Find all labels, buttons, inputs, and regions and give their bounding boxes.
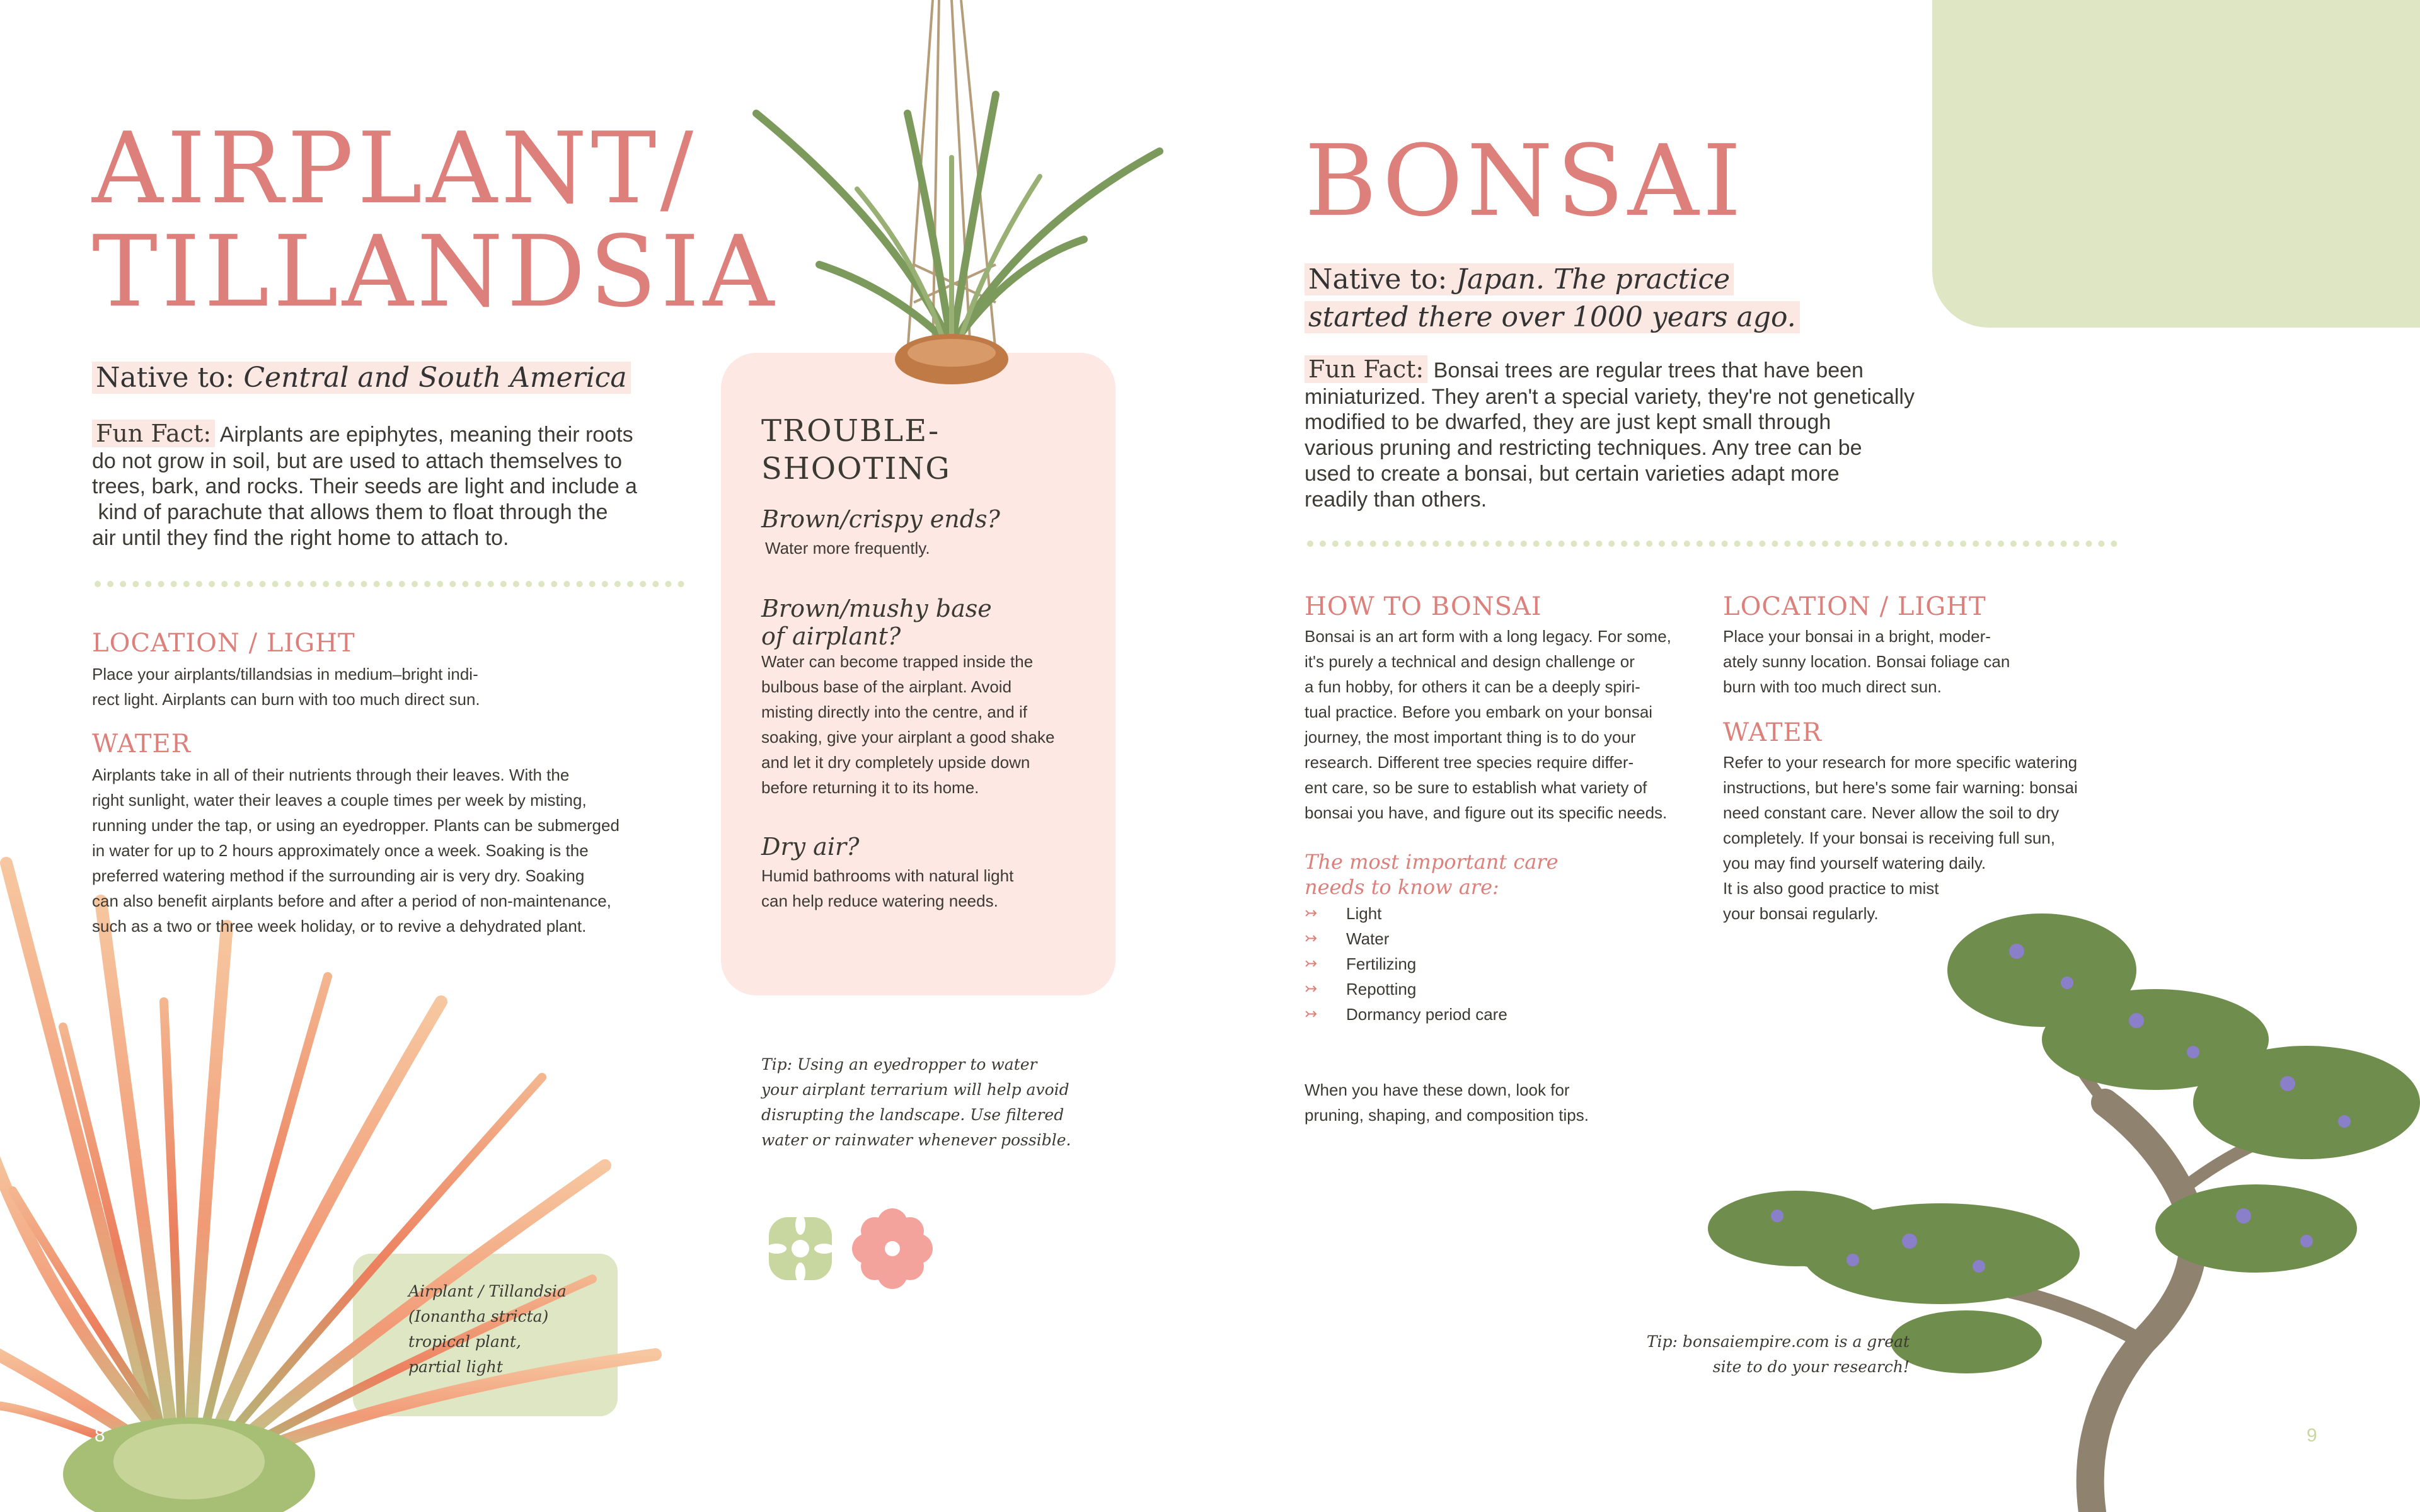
text-line: and let it dry completely upside down bbox=[761, 753, 1030, 772]
text-line: Water can become trapped inside the bbox=[761, 652, 1034, 671]
text-line: can help reduce watering needs. bbox=[761, 891, 998, 910]
arrow-icon: ↣ bbox=[1305, 905, 1318, 922]
text-line: tual practice. Before you embark on your bonsai bbox=[1305, 702, 1653, 721]
list-item bbox=[1305, 976, 1507, 1002]
tip-line: Tip: bonsaiempire.com is a great bbox=[1646, 1332, 1910, 1351]
divider bbox=[95, 581, 684, 587]
fun-fact-line: do not grow in soil, but are used to attach themselves to bbox=[92, 449, 623, 473]
fun-fact-line: kind of parachute that allows them to float through the bbox=[92, 500, 608, 525]
bonsai-title: BONSAI bbox=[1305, 123, 1746, 238]
native-label: Native to: bbox=[1308, 263, 1448, 295]
text-line: Airplants take in all of their nutrients through their leaves. With the bbox=[92, 765, 570, 784]
fun-fact-line: Bonsai trees are regular trees that have been bbox=[1433, 358, 1864, 382]
airplant-water-heading: WATER bbox=[92, 730, 191, 759]
text-line: Water more frequently. bbox=[765, 539, 930, 558]
text-line: completely. If your bonsai is receiving full sun, bbox=[1723, 828, 2055, 847]
tip-line: water or rainwater whenever possible. bbox=[761, 1131, 1071, 1149]
care-needs-list bbox=[1305, 901, 1507, 1027]
text-line: journey, the most important thing is to do your bbox=[1305, 728, 1636, 747]
arrow-icon: ↣ bbox=[1305, 930, 1318, 947]
question-line: Brown/mushy base bbox=[761, 595, 992, 622]
answer-1 bbox=[765, 536, 930, 561]
text-line: bulbous base of the airplant. Avoid bbox=[761, 677, 1012, 696]
care-needs-heading bbox=[1305, 849, 1559, 900]
arrow-icon: ↣ bbox=[1305, 1005, 1318, 1022]
caption-line: tropical plant, bbox=[408, 1332, 521, 1351]
after-care-text bbox=[1305, 1077, 1589, 1128]
native-label: Native to: bbox=[96, 362, 235, 394]
arrow-icon: ↣ bbox=[1305, 980, 1318, 997]
airplant-fun-fact bbox=[92, 420, 672, 551]
text-line: Place your airplants/tillandsias in medium–bright indi- bbox=[92, 665, 478, 684]
bonsai-illustration bbox=[1702, 876, 2420, 1512]
airplant-location-heading: LOCATION / LIGHT bbox=[92, 629, 355, 658]
fun-fact-label: Fun Fact: bbox=[1305, 355, 1427, 383]
list-item bbox=[1305, 926, 1507, 951]
text-line: bonsai you have, and figure out its specific needs. bbox=[1305, 803, 1668, 822]
text-line: your bonsai regularly. bbox=[1723, 904, 1879, 923]
caption-line: partial light bbox=[408, 1358, 503, 1376]
list-item-label: Fertilizing bbox=[1346, 954, 1417, 973]
fun-fact-label: Fun Fact: bbox=[92, 420, 215, 447]
airplant-title-line2: TILLANDSIA bbox=[92, 214, 778, 329]
text-line: burn with too much direct sun. bbox=[1723, 677, 1942, 696]
tip-line: disrupting the landscape. Use filtered bbox=[761, 1106, 1064, 1124]
text-line: can also benefit airplants before and after a period of non-maintenance, bbox=[92, 891, 611, 910]
bonsai-location-heading: LOCATION / LIGHT bbox=[1723, 592, 1986, 621]
tip-line: your airplant terrarium will help avoid bbox=[761, 1080, 1069, 1099]
text-line: you may find yourself watering daily. bbox=[1723, 854, 1986, 873]
bonsai-water-heading: WATER bbox=[1723, 718, 1822, 747]
how-to-bonsai-text bbox=[1305, 624, 1671, 825]
fun-fact-line: modified to be dwarfed, they are just kept small through bbox=[1305, 410, 1831, 435]
text-line: Refer to your research for more specific watering bbox=[1723, 753, 2078, 772]
text-line: such as a two or three week holiday, or to revive a dehydrated plant. bbox=[92, 917, 587, 936]
bonsai-water-text bbox=[1723, 750, 2078, 926]
hanging-airplant-illustration bbox=[744, 0, 1185, 441]
bonsai-location-text bbox=[1723, 624, 2010, 699]
fun-fact-line: readily than others. bbox=[1305, 487, 1487, 512]
text-line: need constant care. Never allow the soil to dry bbox=[1723, 803, 2060, 822]
airplant-tip bbox=[761, 1052, 1071, 1153]
heading-line: SHOOTING bbox=[761, 451, 951, 486]
text-line: ately sunny location. Bonsai foliage can bbox=[1723, 652, 2010, 671]
native-value: started there over 1000 years ago. bbox=[1308, 301, 1796, 333]
text-line: It is also good practice to mist bbox=[1723, 879, 1939, 898]
text-line: in water for up to 2 hours approximately once a week. Soaking is the bbox=[92, 841, 589, 860]
caption-line: Airplant / Tillandsia bbox=[408, 1282, 567, 1300]
list-item bbox=[1305, 1002, 1507, 1027]
list-item bbox=[1305, 951, 1507, 976]
corner-green-block bbox=[1932, 0, 2420, 328]
native-value: Japan. The practice bbox=[1456, 263, 1731, 295]
text-line: Place your bonsai in a bright, moder- bbox=[1723, 627, 1991, 646]
heading-line: The most important care bbox=[1305, 850, 1559, 874]
page-number-left: 8 bbox=[95, 1425, 105, 1446]
text-line: instructions, but here's some fair warning: bonsai bbox=[1723, 778, 2078, 797]
text-line: a fun hobby, for others it can be a deeply spiri- bbox=[1305, 677, 1640, 696]
question-1: Brown/crispy ends? bbox=[761, 505, 1000, 533]
list-item-label: Light bbox=[1346, 904, 1382, 923]
bonsai-fun-fact bbox=[1305, 355, 1947, 513]
question-2 bbox=[761, 595, 992, 650]
fun-fact-line: miniaturized. They aren't a special variety, they're not genetically bbox=[1305, 384, 1915, 409]
airplant-water-text bbox=[92, 762, 619, 939]
tip-line: site to do your research! bbox=[1712, 1358, 1910, 1376]
airplant-caption bbox=[408, 1279, 567, 1380]
caption-line: (Ionantha stricta) bbox=[408, 1307, 549, 1326]
divider bbox=[1307, 541, 2118, 547]
text-line: rect light. Airplants can burn with too much direct sun. bbox=[92, 690, 480, 709]
text-line: pruning, shaping, and composition tips. bbox=[1305, 1106, 1589, 1125]
fun-fact-line: used to create a bonsai, but certain varieties adapt more bbox=[1305, 461, 1840, 486]
bonsai-native bbox=[1305, 261, 1800, 336]
text-line: running under the tap, or using an eyedropper. Plants can be submerged bbox=[92, 816, 619, 835]
heading-line: TROUBLE- bbox=[761, 413, 940, 449]
airplant-illustration bbox=[0, 838, 668, 1512]
text-line: misting directly into the centre, and if bbox=[761, 702, 1027, 721]
heading-line: needs to know are: bbox=[1305, 875, 1499, 899]
green-flower-icon bbox=[760, 1208, 841, 1289]
text-line: preferred watering method if the surrounding air is very dry. Soaking bbox=[92, 866, 585, 885]
text-line: ent care, so be sure to establish what variety of bbox=[1305, 778, 1647, 797]
text-line: Bonsai is an art form with a long legacy. For some, bbox=[1305, 627, 1671, 646]
question-3: Dry air? bbox=[761, 833, 860, 861]
airplant-location-text bbox=[92, 662, 480, 712]
list-item bbox=[1305, 901, 1507, 926]
how-to-bonsai-heading: HOW TO BONSAI bbox=[1305, 592, 1542, 621]
text-line: Humid bathrooms with natural light bbox=[761, 866, 1014, 885]
text-line: before returning it to its home. bbox=[761, 778, 979, 797]
arrow-icon: ↣ bbox=[1305, 955, 1318, 972]
fun-fact-line: trees, bark, and rocks. Their seeds are light and include a bbox=[92, 474, 637, 499]
answer-2 bbox=[761, 649, 1054, 800]
text-line: it's purely a technical and design challenge or bbox=[1305, 652, 1635, 671]
pink-flower-icon bbox=[852, 1208, 933, 1289]
bonsai-tip bbox=[1613, 1329, 1910, 1380]
troubleshooting-heading bbox=[761, 412, 951, 488]
tip-line: Tip: Using an eyedropper to water bbox=[761, 1055, 1037, 1074]
text-line: right sunlight, water their leaves a couple times per week by misting, bbox=[92, 791, 587, 810]
fun-fact-line: various pruning and restricting techniques. Any tree can be bbox=[1305, 436, 1862, 461]
native-value: Central and South America bbox=[243, 362, 627, 394]
list-item-label: Dormancy period care bbox=[1346, 1005, 1507, 1024]
airplant-title-line1: AIRPLANT/ bbox=[92, 111, 698, 226]
page-number-right: 9 bbox=[2307, 1425, 2317, 1446]
text-line: research. Different tree species require differ- bbox=[1305, 753, 1634, 772]
text-line: When you have these down, look for bbox=[1305, 1080, 1570, 1099]
fun-fact-line: Airplants are epiphytes, meaning their roots bbox=[219, 423, 633, 447]
text-line: soaking, give your airplant a good shake bbox=[761, 728, 1055, 747]
list-item-label: Water bbox=[1346, 929, 1390, 948]
airplant-native bbox=[92, 359, 631, 397]
list-item-label: Repotting bbox=[1346, 980, 1417, 999]
question-line: of airplant? bbox=[761, 622, 901, 650]
answer-3 bbox=[761, 863, 1013, 914]
fun-fact-line: air until they find the right home to attach to. bbox=[92, 525, 509, 550]
airplant-title bbox=[92, 111, 778, 329]
